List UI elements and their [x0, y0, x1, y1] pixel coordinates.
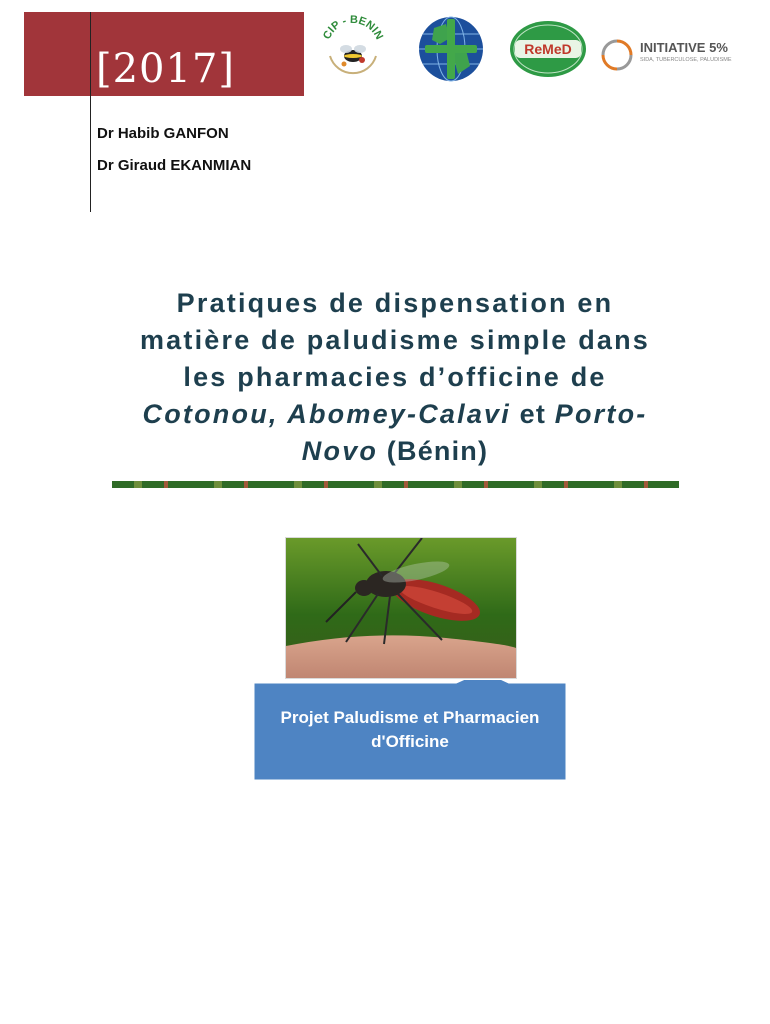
author-2: Dr Giraud EKANMIAN: [97, 157, 252, 174]
decorative-band: [112, 481, 679, 488]
cip-logo-text: CIP - BENIN: [321, 13, 386, 42]
globe-logo: [416, 14, 486, 84]
cip-benin-logo: [316, 12, 390, 86]
caption-line-1: Projet Paludisme et Pharmacien: [280, 708, 540, 727]
header-divider: [90, 12, 91, 212]
caption-text: [255, 706, 565, 754]
title-line-3: les pharmacies d’officine de: [183, 362, 607, 392]
initiative-swirl-icon: [600, 38, 634, 72]
title-line-1: Pratiques de dispensation en: [176, 288, 614, 318]
document-title: [80, 285, 710, 470]
title-places-3: Novo: [301, 436, 379, 466]
initiative-title: INITIATIVE 5%: [640, 40, 728, 55]
remed-logo: [507, 18, 589, 80]
title-and: et: [510, 399, 555, 429]
mosquito-photo: [285, 537, 517, 679]
title-line-4: [80, 396, 710, 433]
initiative-logo: [600, 38, 750, 72]
title-places-2: Porto-: [554, 399, 648, 429]
title-line-5: [80, 433, 710, 470]
title-country: (Bénin): [378, 436, 489, 466]
year-label: [2017]: [96, 46, 236, 92]
title-places-1: Cotonou, Abomey-Calavi: [142, 399, 511, 429]
caption-line-2: d'Officine: [371, 732, 449, 751]
author-1: Dr Habib GANFON: [97, 125, 229, 142]
initiative-tagline: SIDA, TUBERCULOSE, PALUDISME: [640, 57, 732, 63]
title-line-2: matière de paludisme simple dans: [139, 325, 651, 355]
remed-logo-text: ReMeD: [524, 41, 572, 57]
svg-text:CIP - BENIN: [321, 14, 385, 42]
